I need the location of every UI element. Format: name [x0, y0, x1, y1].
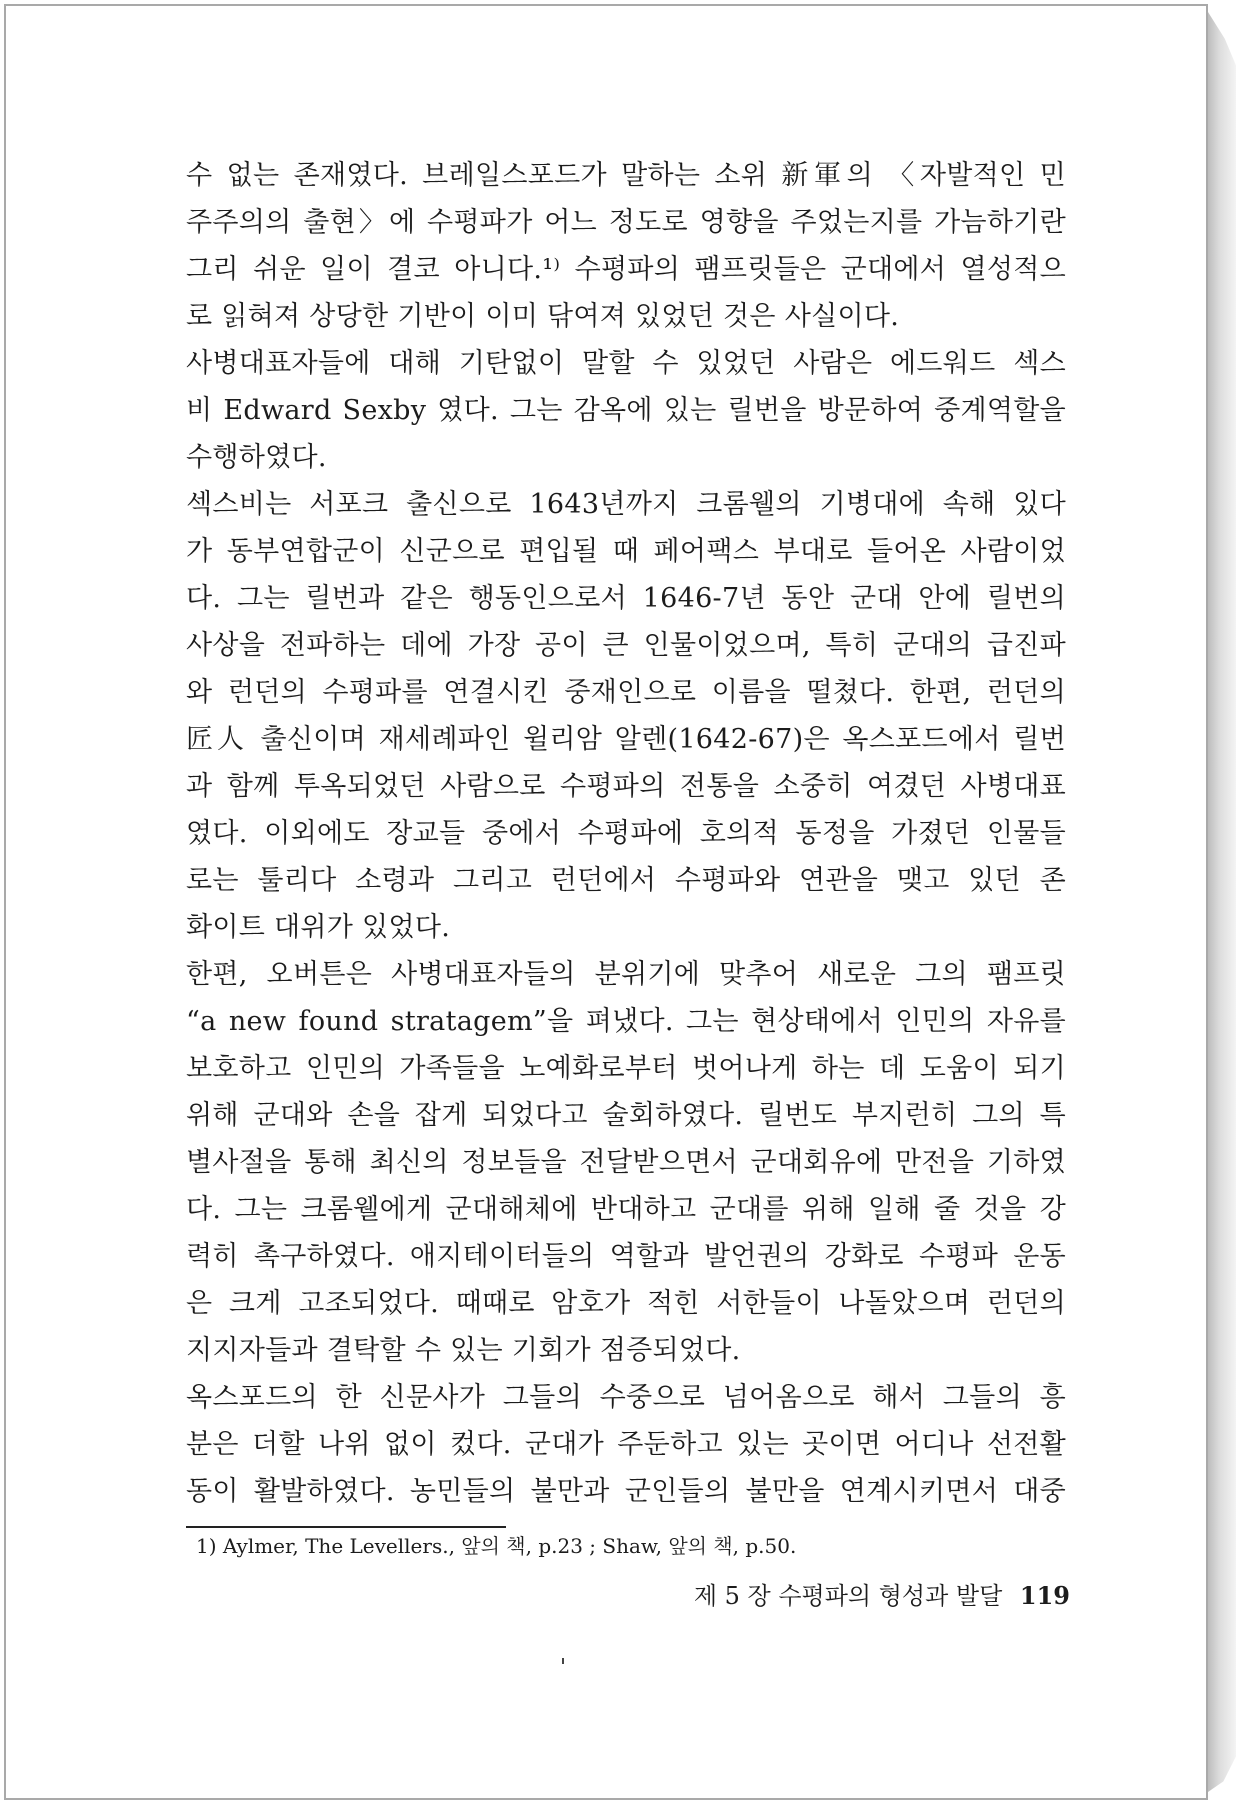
scan-speck: [562, 1658, 564, 1664]
text-line: 사병대표자들에 대해 기탄없이 말할 수 있었던 사람은 에드워드 섹스: [186, 348, 1066, 379]
page-number: 119: [1019, 1581, 1070, 1610]
text-line: 화이트 대위가 있었다.: [186, 912, 451, 943]
text-line: 력히 촉구하였다. 애지테이터들의 역할과 발언권의 강화로 수평파 운동: [186, 1241, 1066, 1272]
text-line: 가 동부연합군이 신군으로 편입될 때 페어팩스 부대로 들어온 사람이었: [186, 536, 1066, 567]
text-line: 보호하고 인민의 가족들을 노예화로부터 벗어나게 하는 데 도움이 되기: [186, 1053, 1066, 1084]
text-line: 였다. 이외에도 장교들 중에서 수평파에 호의적 동정을 가졌던 인물들: [186, 818, 1066, 849]
text-line: 분은 더할 나위 없이 컸다. 군대가 주둔하고 있는 곳이면 어디나 선전활: [186, 1429, 1066, 1460]
text-line: 별사절을 통해 최신의 정보들을 전달받으면서 군대회유에 만전을 기하였: [186, 1147, 1066, 1178]
text-line: 匠人 출신이며 재세례파인 윌리암 알렌(1642-67)은 옥스포드에서 릴번: [186, 724, 1066, 755]
text-line: 로는 툴리다 소령과 그리고 런던에서 수평파와 연관을 맺고 있던 존: [186, 865, 1066, 896]
page-edge-shadow: [1208, 12, 1236, 1792]
text-line: 지지자들과 결탁할 수 있는 기회가 점증되었다.: [186, 1335, 741, 1366]
text-line: 은 크게 고조되었다. 때때로 암호가 적힌 서한들이 나돌았으며 런던의: [186, 1288, 1066, 1319]
text-line: 다. 그는 릴번과 같은 행동인으로서 1646-7년 동안 군대 안에 릴번의: [186, 583, 1066, 614]
text-line: 섹스비는 서포크 출신으로 1643년까지 크롬웰의 기병대에 속해 있다: [186, 489, 1066, 520]
text-line: 다. 그는 크롬웰에게 군대해체에 반대하고 군대를 위해 일해 줄 것을 강: [186, 1194, 1066, 1225]
text-line: 한편, 오버튼은 사병대표자들의 분위기에 맞추어 새로운 그의 팸프릿: [186, 959, 1066, 990]
text-line: “a new found stratagem”을 펴냈다. 그는 현상태에서 인민의 자유를: [186, 1006, 1066, 1037]
text-line: 사상을 전파하는 데에 가장 공이 큰 인물이었으며, 특히 군대의 급진파: [186, 630, 1066, 661]
page-footer: [660, 1580, 1070, 1612]
text-line: 그리 쉬운 일이 결코 아니다.¹⁾ 수평파의 팸프릿들은 군대에서 열성적으: [186, 254, 1066, 285]
text-line: 주주의의 출현〉에 수평파가 어느 정도로 영향을 주었는지를 가늠하기란: [186, 207, 1066, 238]
footnote-divider: [186, 1526, 506, 1528]
text-line: 옥스포드의 한 신문사가 그들의 수중으로 넘어옴으로 해서 그들의 흥: [186, 1382, 1066, 1413]
text-line: 과 함께 투옥되었던 사람으로 수평파의 전통을 소중히 여겼던 사병대표: [186, 771, 1066, 802]
text-line: 와 런던의 수평파를 연결시킨 중재인으로 이름을 떨쳤다. 한편, 런던의: [186, 677, 1066, 708]
footnote: 1) Aylmer, The Levellers., 앞의 책, p.23 ; Shaw, 앞의 책, p.50.: [196, 1534, 797, 1558]
text-line: 로 읽혀져 상당한 기반이 이미 닦여져 있었던 것은 사실이다.: [186, 301, 900, 332]
text-line: 비 Edward Sexby 였다. 그는 감옥에 있는 릴번을 방문하여 중계역할을: [186, 395, 1066, 426]
body-text: [186, 152, 1066, 1515]
running-footer: 제 5 장 수평파의 형성과 발달: [693, 1582, 1003, 1610]
text-line: 수행하였다.: [186, 442, 327, 473]
text-line: 위해 군대와 손을 잡게 되었다고 술회하였다. 릴번도 부지런히 그의 특: [186, 1100, 1066, 1131]
text-line: 수 없는 존재였다. 브레일스포드가 말하는 소위 新軍의 〈자발적인 민: [186, 160, 1066, 191]
text-line: 동이 활발하였다. 농민들의 불만과 군인들의 불만을 연계시키면서 대중: [186, 1476, 1066, 1507]
